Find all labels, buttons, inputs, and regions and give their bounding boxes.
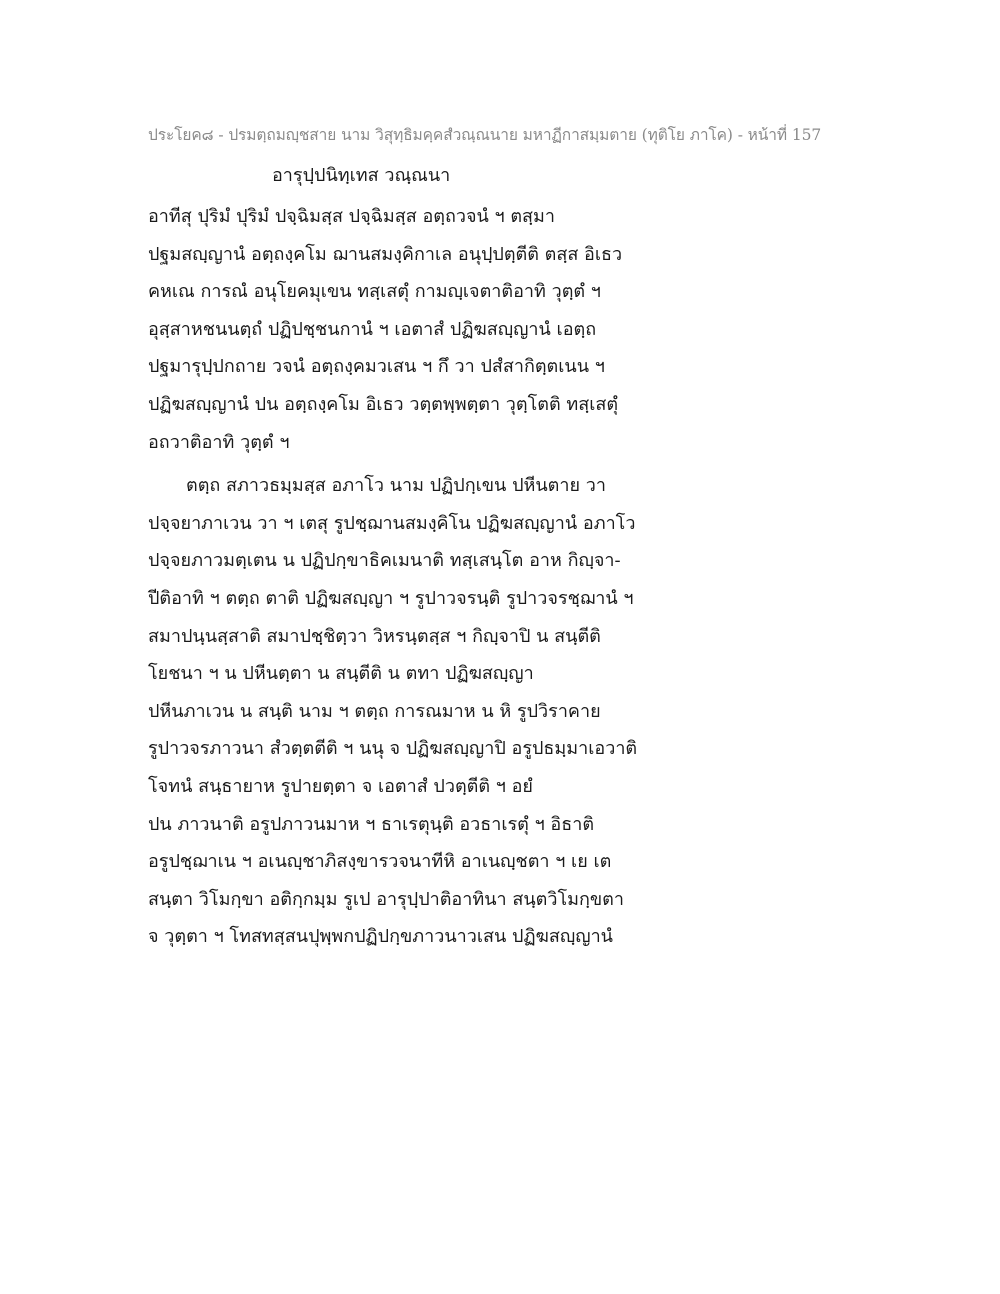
text-line: ปฏิฆสญฺญานํ ปน อตฺถงฺคโม อิเธว วตฺตพฺพตฺตา วุตฺโตติ ทสฺเสตุํ xyxy=(148,393,619,415)
text-line: ปหีนภาเวน น สนฺติ นาม ฯ ตตฺถ การณมาห น หิ รูปวิราคาย xyxy=(148,700,601,722)
text-line: อรูปชฺฌาเน ฯ อเนญฺชาภิสงฺขารวจนาทีหิ อาเนญฺชตา ฯ เย เต xyxy=(148,851,612,873)
section-title: อารุปฺปนิทฺเทส วณฺณนา xyxy=(272,165,451,186)
text-line: ปีติอาทิ ฯ ตตฺถ ตาติ ปฏิฆสญฺญา ฯ รูปาวจรนฺติ รูปาวจรชฺฌานํ ฯ xyxy=(148,587,634,609)
text-line: ปน ภาวนาติ อรูปภาวนมาห ฯ ธาเรตุนฺติ อวธาเรตุํ ฯ อิธาติ xyxy=(148,813,595,835)
text-line: จ วุตฺตา ฯ โทสทสฺสนปุพฺพกปฏิปกฺขภาวนาวเสน ปฏิฆสญฺญานํ xyxy=(148,926,613,948)
text-line: สนฺตา วิโมกฺขา อติกฺกมฺม รูเป อารุปฺปาติอาทินา สนฺตวิโมกฺขตา xyxy=(148,888,624,910)
text-line: ปจฺจยาภาเวน วา ฯ เตสุ รูปชฺฌานสมงฺคิโน ปฏิฆสญฺญานํ อภาโว xyxy=(148,512,636,534)
body-text xyxy=(148,198,708,956)
paragraph xyxy=(148,198,708,461)
text-line: อถวาติอาทิ วุตฺตํ ฯ xyxy=(148,431,290,453)
text-line: ปจฺจยภาวมตฺเตน น ปฏิปกฺขาธิคเมนาติ ทสฺเสนฺโต อาห กิญฺจา- xyxy=(148,550,621,572)
paragraph xyxy=(148,467,708,956)
running-header: ประโยค๘ - ปรมตฺถมญฺชสาย นาม วิสุทฺธิมคฺคสํวณฺณนาย มหาฏีกาสมฺมตาย (ทุติโย ภาโค) - หน้าที่ 157 xyxy=(148,126,822,144)
text-line: ตตฺถ สภาวธมฺมสฺส อภาโว นาม ปฏิปกฺเขน ปหีนตาย วา xyxy=(186,475,606,497)
text-line: โยชนา ฯ น ปหีนตฺตา น สนฺตีติ น ตทา ปฏิฆสญฺญา xyxy=(148,663,534,685)
text-line: โจทนํ สนฺธายาห รูปายตฺตา จ เอตาสํ ปวตฺตีติ ฯ อยํ xyxy=(148,775,533,797)
text-line: อุสฺสาหชนนตฺถํ ปฏิปชฺชนกานํ ฯ เอตาสํ ปฏิฆสญฺญานํ เอตฺถ xyxy=(148,318,597,340)
text-line: ปฐมสญฺญานํ อตฺถงฺคโม ฌานสมงฺคิกาเล อนุปฺปตฺตีติ ตสฺส อิเธว xyxy=(148,243,623,265)
text-line: สมาปนฺนสฺสาติ สมาปชฺชิตฺวา วิหรนฺตสฺส ฯ กิญฺจาปิ น สนฺตีติ xyxy=(148,625,601,647)
text-line: คหเณ การณํ อนุโยคมุเขน ทสฺเสตุํ กามญฺเจตาติอาทิ วุตฺตํ ฯ xyxy=(148,281,601,303)
text-line: ปฐมารุปฺปกถาย วจนํ อตฺถงฺคมวเสน ฯ กึ วา ปสํสากิตฺตเนน ฯ xyxy=(148,356,605,378)
text-line: อาทีสุ ปุริมํ ปุริมํ ปจฺฉิมสฺส ปจฺฉิมสฺส อตฺถวจนํ ฯ ตสฺมา xyxy=(148,206,555,227)
text-line: รูปาวจรภาวนา สํวตฺตตีติ ฯ นนุ จ ปฏิฆสญฺญาปิ อรูปธมฺมาเอวาติ xyxy=(148,738,638,760)
